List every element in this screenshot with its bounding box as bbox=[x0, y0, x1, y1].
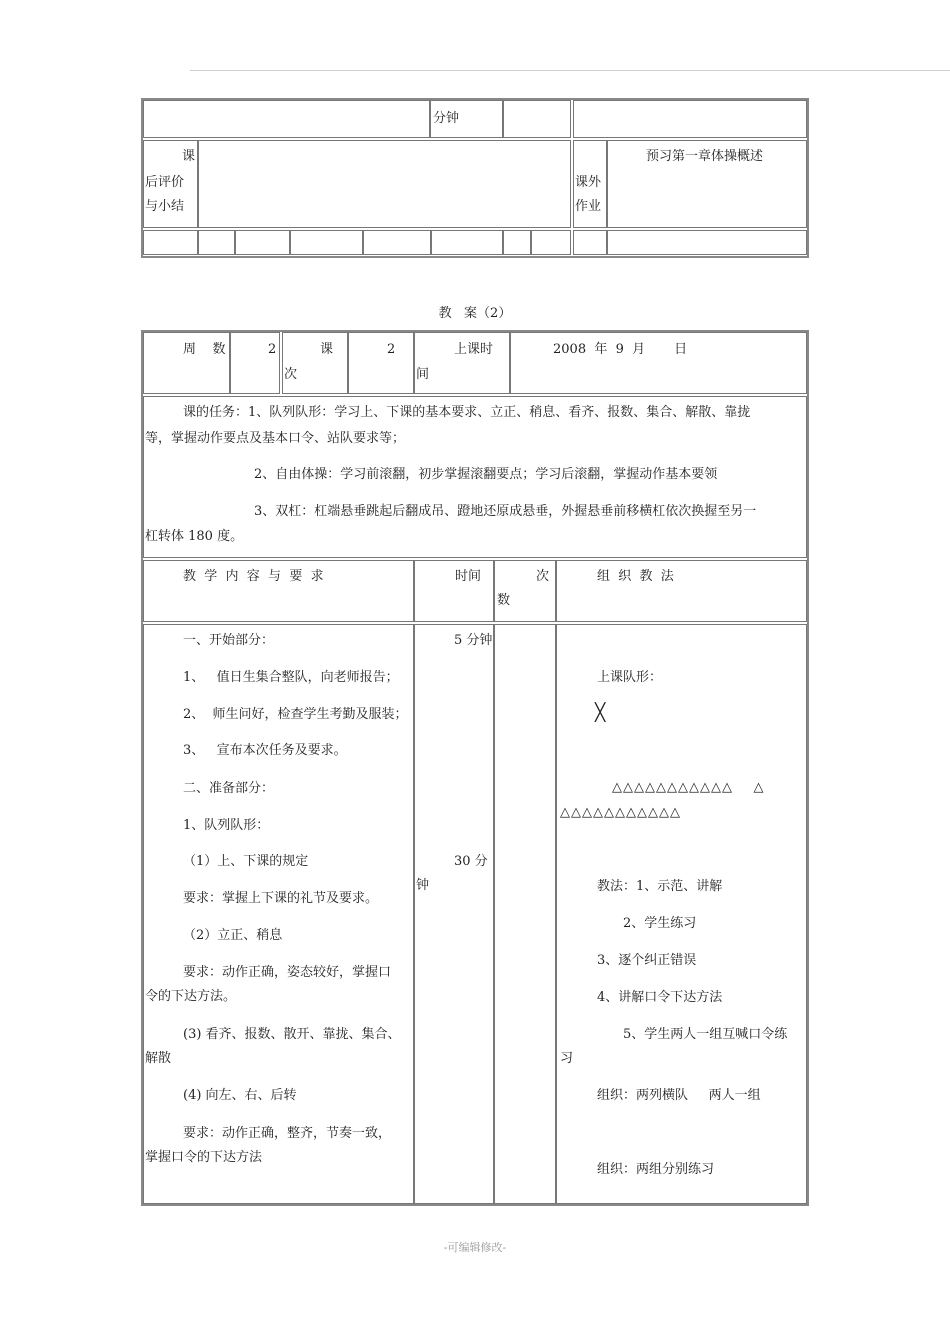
content-line: 3、 宣布本次任务及要求。 bbox=[183, 743, 347, 758]
count-header-line2: 数 bbox=[497, 593, 511, 608]
blank-strip-cell bbox=[235, 230, 290, 255]
method-header-cell bbox=[556, 560, 807, 622]
time-label-line1: 上课时 bbox=[454, 342, 494, 357]
blank-strip-cell bbox=[607, 230, 807, 255]
content-line: 要求：动作正确，整齐，节奏一致， bbox=[183, 1126, 392, 1141]
content-line: 要求：掌握上下课的礼节及要求。 bbox=[183, 891, 379, 906]
lesson-value: 2 bbox=[387, 342, 396, 357]
tasks-line1: 课的任务：1、队列队形：学习上、下课的基本要求、立正、稍息、看齐、报数、集合、解散、靠拢 bbox=[183, 405, 751, 420]
content-line: (3) 看齐、报数、散开、靠拢、集合、 bbox=[183, 1027, 401, 1042]
blank-strip-cell bbox=[198, 230, 235, 255]
method-line: 3、逐个纠正错误 bbox=[597, 953, 697, 968]
top-cell-right bbox=[573, 100, 807, 138]
blank-strip-cell bbox=[431, 230, 503, 255]
eval-label-line3: 与小结 bbox=[145, 199, 185, 214]
blank-strip-cell bbox=[143, 230, 198, 255]
homework-label-line1: 课外 bbox=[575, 175, 602, 190]
time-value-start: 5 分钟 bbox=[454, 633, 493, 648]
student-row-1: △△△△△△△△△△△ △ bbox=[612, 780, 765, 795]
lesson-label-cell bbox=[282, 332, 348, 394]
page-footer: -可编辑修改- bbox=[443, 1241, 507, 1254]
date-text: 2008 年 9 月 日 bbox=[553, 342, 688, 357]
time-value-prep-line1: 30 分 bbox=[454, 854, 488, 869]
week-label: 周 数 bbox=[183, 342, 226, 357]
content-line: （1）上、下课的规定 bbox=[183, 854, 309, 869]
content-line: 2、 师生问好，检查学生考勤及服装； bbox=[183, 707, 408, 722]
method-line: 习 bbox=[560, 1051, 574, 1066]
tasks-line2: 等，掌握动作要点及基本口令、站队要求等； bbox=[145, 431, 406, 446]
homework-text: 预习第一章体操概述 bbox=[646, 149, 764, 164]
content-line: （2）立正、稍息 bbox=[183, 928, 283, 943]
content-line: 要求：动作正确，姿态较好，掌握口 bbox=[183, 965, 392, 980]
tasks-line4: 3、双杠：杠端悬垂跳起后翻成吊、蹬地还原成悬垂，外握悬垂前移横杠依次换握至另一 bbox=[254, 504, 757, 519]
eval-content-cell bbox=[198, 140, 571, 228]
content-line: 1、 值日生集合整队，向老师报告； bbox=[183, 670, 399, 685]
method-line: 4、讲解口令下达方法 bbox=[597, 990, 723, 1005]
count-header-line1: 次 bbox=[536, 569, 550, 584]
content-line: 二、准备部分： bbox=[183, 781, 275, 796]
blank-strip-cell bbox=[290, 230, 363, 255]
time-label-line2: 间 bbox=[416, 367, 430, 382]
blank-strip-cell bbox=[531, 230, 571, 255]
teacher-position-icon: ╳ bbox=[595, 703, 606, 723]
lesson-label-line2: 次 bbox=[284, 367, 298, 382]
top-cell-minutes-value bbox=[503, 100, 571, 138]
organization-line: 组织：两组分别练习 bbox=[597, 1162, 715, 1177]
content-line: 令的下达方法。 bbox=[145, 989, 237, 1004]
header-rule bbox=[190, 70, 950, 71]
time-body-cell bbox=[414, 624, 494, 1204]
count-body-cell bbox=[494, 624, 556, 1204]
eval-label-line2: 后评价 bbox=[145, 175, 185, 190]
lesson-value-cell bbox=[348, 332, 414, 394]
blank-strip-cell bbox=[503, 230, 531, 255]
eval-label-line1: 课 bbox=[182, 149, 196, 164]
minutes-label: 分钟 bbox=[433, 111, 460, 126]
week-value: 2 bbox=[268, 342, 277, 357]
content-line: 解散 bbox=[145, 1051, 172, 1066]
tasks-line3: 2、自由体操：学习前滚翻，初步掌握滚翻要点；学习后滚翻，掌握动作基本要领 bbox=[254, 467, 718, 482]
formation-label: 上课队形： bbox=[597, 670, 663, 685]
content-line: 掌握口令的下达方法 bbox=[145, 1150, 263, 1165]
top-cell-blank bbox=[143, 100, 430, 138]
tasks-line5: 杠转体 180 度。 bbox=[145, 529, 244, 544]
content-line: 1、队列队形： bbox=[183, 818, 270, 833]
method-header: 组 织 教 法 bbox=[597, 569, 674, 584]
time-value-prep-line2: 钟 bbox=[416, 878, 430, 893]
time-header: 时间 bbox=[455, 569, 482, 584]
blank-strip-cell bbox=[573, 230, 607, 255]
lesson-title: 教 案（2） bbox=[438, 306, 512, 321]
content-header: 教 学 内 容 与 要 求 bbox=[183, 569, 324, 584]
organization-line: 组织：两列横队 两人一组 bbox=[597, 1088, 761, 1103]
content-line: 一、开始部分： bbox=[183, 633, 275, 648]
content-line: (4) 向左、右、后转 bbox=[183, 1088, 297, 1103]
homework-label-line2: 作业 bbox=[575, 199, 602, 214]
lesson-label-line1: 课 bbox=[320, 342, 334, 357]
method-line: 2、学生练习 bbox=[623, 916, 697, 931]
student-row-2: △△△△△△△△△△△ bbox=[560, 805, 681, 820]
method-line: 教法：1、示范、讲解 bbox=[597, 879, 723, 894]
method-line: 5、学生两人一组互喊口令练 bbox=[623, 1027, 788, 1042]
blank-strip-cell bbox=[363, 230, 431, 255]
time-header-cell bbox=[414, 560, 494, 622]
method-body-cell bbox=[556, 624, 807, 1204]
